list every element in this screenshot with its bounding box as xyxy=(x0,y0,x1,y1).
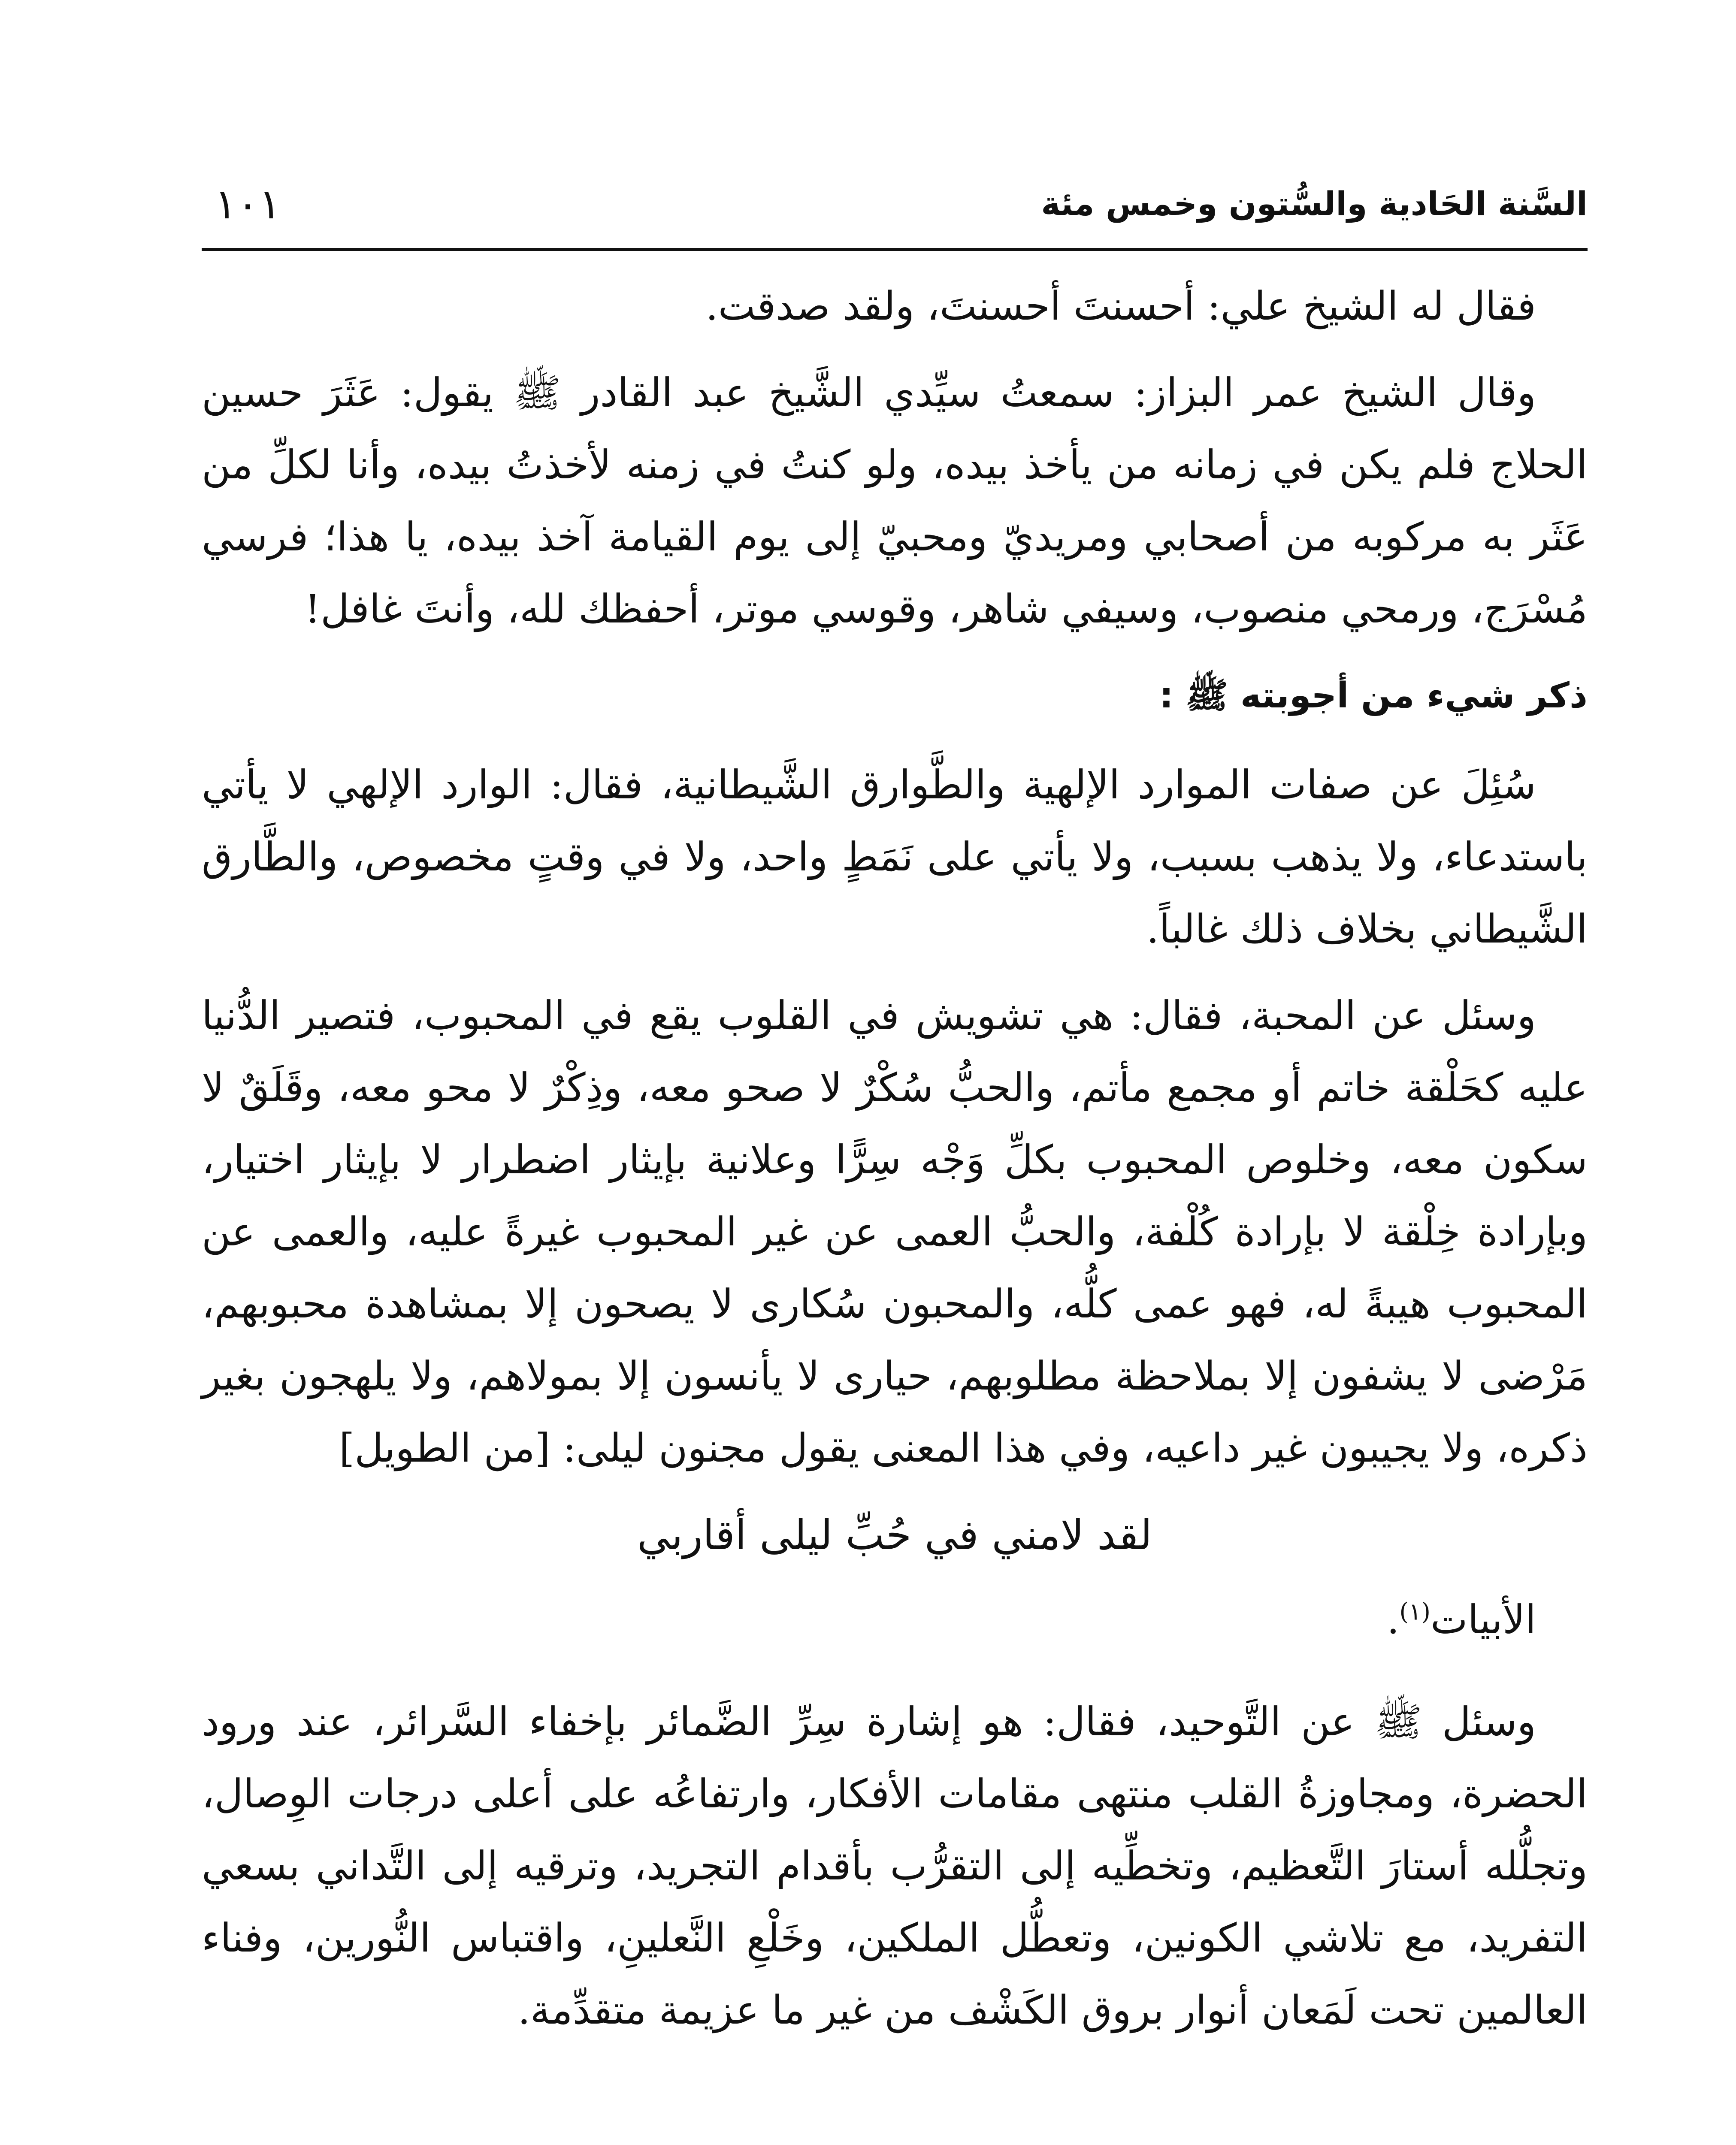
main-text xyxy=(202,270,1588,2061)
paragraph: وقال الشيخ عمر البزاز: سمعتُ سيِّدي الشَّيخ عبد القادر ﷺ يقول: عَثَرَ حسين الحلاج فلم يكن في زمانه من يأخذ بيده، ولو كنتُ في زمنه لأخذتُ بيده، وأنا لكلِّ من عَثَر به مركوبه من أصحابي ومريديّ ومحبيّ إلى يوم القيامة آخذ بيده، يا هذا؛ فرسي مُسْرَج، ورمحي منصوب، وسيفي شاهر، وقوسي موتر، أحفظك لله، وأنتَ غافل! xyxy=(202,370,1588,632)
footnote-marker[interactable]: (١) xyxy=(1399,1598,1431,1625)
verses-label: الأبيات xyxy=(1430,1597,1536,1643)
section-heading: ذكر شيء من أجوبته ﷺ : xyxy=(1159,675,1588,716)
verses-reference xyxy=(202,1584,1536,1656)
page-header xyxy=(202,180,1588,253)
running-title: السَّنة الحَادية والسُّتون وخمس مئة xyxy=(1041,184,1588,223)
paragraph: فقال له الشيخ علي: أحسنتَ أحسنتَ، ولقد صدقت. xyxy=(705,283,1536,329)
document-page xyxy=(202,0,1588,2145)
paragraph: وسئل عن المحبة، فقال: هي تشويش في القلوب يقع في المحبوب، فتصير الدُّنيا عليه كحَلْقة خاتم أو مجمع مأتم، والحبُّ سُكْرٌ لا صحو معه، وذِكْرٌ لا محو معه، وقَلَقٌ لا سكون معه، وخلوص المحبوب بكلِّ وَجْه سِرًّا وعلانية بإيثار اضطرار لا بإيثار اختيار، وبإرادة خِلْقة لا بإرادة كُلْفة، والحبُّ العمى عن غير المحبوب غيرةً عليه، والعمى عن المحبوب هيبةً له، فهو عمى كلُّه، والمحبون سُكارى لا يصحون إلا بمشاهدة محبوبهم، مَرْضى لا يشفون إلا بملاحظة مطلوبهم، حيارى لا يأنسون إلا بمولاهم، ولا يلهجون بغير ذكره، ولا يجيبون غير داعيه، وفي هذا المعنى يقول مجنون ليلى: [من الطويل] xyxy=(202,993,1588,1471)
verses-period: . xyxy=(1387,1597,1400,1643)
paragraph: وسئل ﷺ عن التَّوحيد، فقال: هو إشارة سِرِّ الضَّمائر بإخفاء السَّرائر، عند ورود الحضرة، ومجاوزةُ القلب منتهى مقامات الأفكار، وارتفاعُه على أعلى درجات الوِصال، وتجلُّله أستارَ التَّعظيم، وتخطِّيه إلى التقرُّب بأقدام التجريد، وترقيه إلى التَّداني بسعي التفريد، مع تلاشي الكونين، وتعطُّل الملكين، وخَلْعِ النَّعلينِ، واقتباس النُّورين، وفناء العالمين تحت لَمَعان أنوار بروق الكَشْف من غير ما عزيمة متقدِّمة. xyxy=(202,1699,1588,2033)
poetry-verse: لقد لامني في حُبِّ ليلى أقاربي xyxy=(637,1511,1152,1559)
page-number: ١٠١ xyxy=(215,180,281,228)
paragraph: سُئِلَ عن صفات الموارد الإلهية والطَّوارق الشَّيطانية، فقال: الوارد الإلهي لا يأتي باستدعاء، ولا يذهب بسبب، ولا يأتي على نَمَطٍ واحد، ولا في وقتٍ مخصوص، والطَّارق الشَّيطاني بخلاف ذلك غالباً. xyxy=(202,762,1588,952)
header-divider xyxy=(202,248,1588,251)
